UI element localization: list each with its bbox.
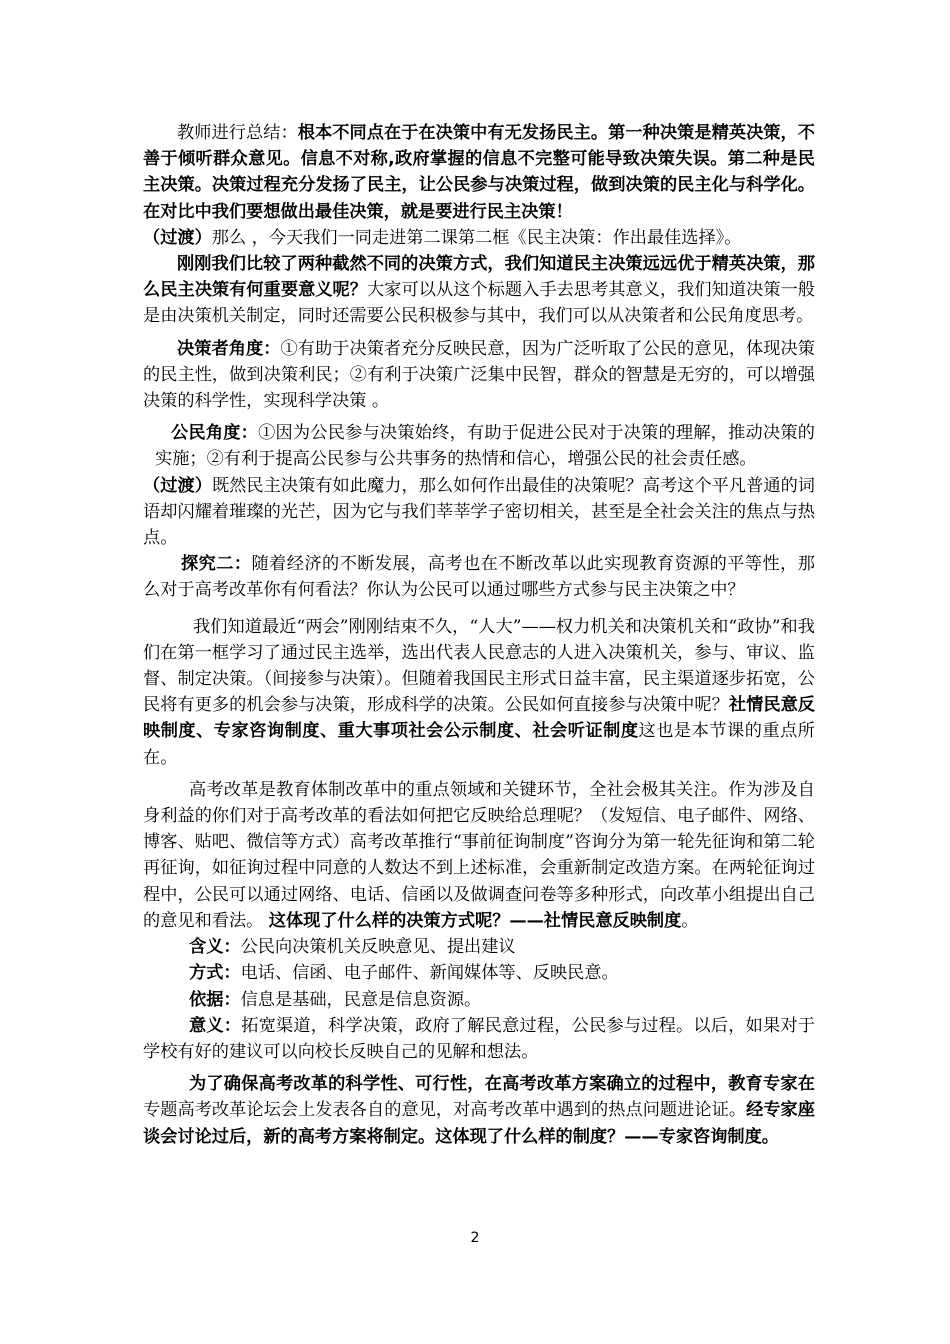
paragraph-p12	[143, 987, 815, 1013]
paragraph-p14	[143, 1071, 815, 1150]
document-body	[143, 120, 815, 1150]
body-text: 信息是基础，民意是信息资源。	[240, 989, 482, 1010]
bold-text: 意义：	[189, 1015, 242, 1036]
body-text: 专题高考改革论坛会上发表各自的意见，对高考改革中遇到的热点问题进论证。	[143, 1100, 747, 1121]
paragraph-p5	[143, 420, 815, 472]
bold-text: 刚刚我们比较了两种截然不同的决策方式，我们知道民主决策远远优于精英决策，那么民主决策有何重要意义呢？	[143, 254, 815, 301]
bold-text: 依据：	[189, 989, 241, 1010]
body-text: 这也是本节课的重点所在。	[143, 721, 815, 768]
paragraph-p4	[143, 336, 815, 415]
paragraph-p10	[143, 934, 815, 960]
bold-text: 根本不同点在于在决策中有无发扬民主。第一种决策是精英决策，不善于倾听群众意见。信息不对称,政府掌握的信息不完整可能导致决策失误。第二种是民主决策。决策过程充分发扬了民主，让公民参与决策过程，做到决策的民主化与科学化。在对比中我们要想做出最佳决策，就是要进行民主决策！	[143, 123, 815, 222]
body-text: 教师进行总结：	[177, 123, 298, 143]
body-text: 公民向决策机关反映意见、提出建议	[240, 937, 516, 958]
paragraph-p2	[143, 225, 815, 251]
paragraph-p1	[143, 120, 815, 225]
body-text: ①有助于决策者充分反映民意，因为广泛听取了公民的意见，体现决策的民主性，做到决策利民；②有利于决策广泛集中民智，群众的智慧是无穷的，可以增强决策的科学性，实现科学决策 。	[143, 338, 815, 412]
bold-text: 社情民意反映制度、专家咨询制度、重大事项社会公示制度、社会听证制度	[143, 695, 815, 742]
bold-text: 探究二：	[181, 554, 252, 575]
body-text: 高考改革是教育体制改革中的重点领域和关键环节，全社会极其关注。作为涉及自身利益的你们对于高考改革的看法如何把它反映给总理呢？（发短信、电子邮件、网络、博客、贴吧、微信等方式）高考改革推行“事前征询制度”咨询分为第一轮先征询和第二轮再征询，如征询过程中同意的人数达不到上述标准，会重新制定改造方案。在两轮征询过程中，公民可以通过网络、电话、信函以及做调查问卷等多种形式，向改革小组提出自己的意见和看法。	[143, 779, 815, 931]
body-text: 拓宽渠道，科学决策，政府了解民意过程，公民参与过程。以后，如果对于学校有好的建议可以向校长反映自己的见解和想法。	[143, 1015, 815, 1062]
bold-text: 经专家座谈会讨论过后，新的高考方案将制定。这体现了什么样的制度？——专家咨询制度。	[143, 1100, 815, 1147]
bold-text: 公民角度：	[171, 423, 259, 444]
paragraph-p7	[143, 551, 815, 603]
body-text: 随着经济的不断发展，高考也在不断改革以此实现教育资源的平等性，那么对于高考改革你有何看法？你认为公民可以通过哪些方式参与民主决策之中？	[143, 554, 815, 601]
body-text: 那么 ，今天我们一同走进第二课第二框《民主决策：作出最佳选择》。	[211, 227, 742, 248]
bold-text: 决策者角度：	[177, 338, 281, 359]
body-text: 我们知道最近“两会”刚刚结束不久，“人大”——权力机关和决策机关和“政协”和我们在第一框学习了通过民主选举，选出代表人民意志的人进入决策机关，参与、审议、监督、制定决策。（间接参与决策）。但随着我国民主形式日益丰富，民主渠道逐步拓宽，公民将有更多的机会参与决策，形成科学的决策。公民如何直接参与决策中呢？	[143, 616, 815, 716]
page-number: 2	[470, 1230, 480, 1246]
body-text: ①因为公民参与决策始终，有助于促进公民对于决策的理解，推动决策的实施；②有利于提高公民参与公共事务的热情和信心，增强公民的社会责任感。	[155, 423, 815, 470]
body-text: 既然民主决策有如此魔力，那么如何作出最佳的决策呢？高考这个平凡普通的词语却闪耀着璀璨的光芒，因为它与我们莘莘学子密切相关，甚至是全社会关注的焦点与热点。	[143, 475, 815, 549]
bold-text: （过渡）	[143, 227, 212, 248]
bold-text: 方式：	[189, 963, 241, 984]
paragraph-p9	[143, 777, 815, 934]
bold-text: 含义：	[189, 937, 241, 958]
body-text: 。	[681, 910, 699, 931]
paragraph-p8	[143, 614, 815, 771]
bold-text: 这体现了什么样的决策方式呢？——社情民意反映制度	[268, 910, 682, 931]
paragraph-p11	[143, 960, 815, 986]
paragraph-p3	[143, 251, 815, 330]
body-text: 电话、信函、电子邮件、新闻媒体等、反映民意。	[240, 963, 619, 984]
bold-text: 为了确保高考改革的科学性、可行性，在高考改革方案确立的过程中，教育专家在	[189, 1074, 815, 1095]
paragraph-p6	[143, 473, 815, 552]
body-text: 大家可以从这个标题入手去思考其意义，我们知道决策一般是由决策机关制定，同时还需要公民积极参与其中，我们可以从决策者和公民角度思考。	[143, 280, 815, 327]
bold-text: （过渡）	[143, 475, 212, 496]
paragraph-p13	[143, 1013, 815, 1065]
